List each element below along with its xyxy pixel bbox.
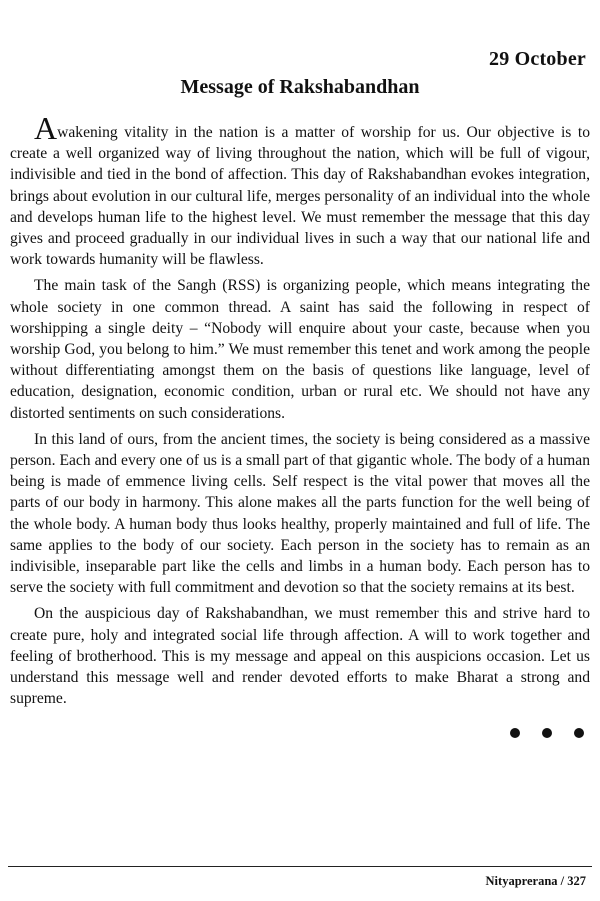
date-heading: 29 October (489, 48, 586, 70)
section-end-dots (510, 728, 584, 738)
article-body (10, 110, 590, 714)
bullet-dot-icon (574, 728, 584, 738)
footer-divider (8, 866, 592, 867)
drop-cap: A (34, 110, 58, 146)
page-title: Message of Rakshabandhan (180, 76, 420, 98)
paragraph-3: In this land of ours, from the ancient times, the society is being considered as a massive person. Each and every one of us is a small part of that gigantic whole. The body of a human being is made of emmence living cells. Self respect is the vital power that moves all the parts of our body in harmony. This alone makes all the parts function for the well being of the whole body. A human body thus looks healthy, properly maintained and full of life. The same applies to the body of our society. Each person in the society has to remain as an indivisible, inseparable part like the cells and limbs in a human body. Each person has to serve the society with full commitment and devotion so that the society remains at its best. (10, 430, 590, 597)
paragraph-2: The main task of the Sangh (RSS) is organizing people, which means integrating the whole society in one common thread. A saint has said the following in respect of worshipping a single deity – “Nobody will enquire about your caste, because when you worship God, you belong to him.” We must remember this tenet and work among the people without differentiating amongst them on the basis of questions like language, level of education, designation, economic condition, urban or rural etc. We should not have any distorted sentiments on such considerations. (10, 277, 590, 422)
page-footer: Nityaprerana / 327 (485, 874, 586, 888)
paragraph-1-text: wakening vitality in the nation is a matter of worship for us. Our objective is to create a well organized way of living throughout the nation, which will be full of vigour, indivisible and tied in the bond of affection. This day of Rakshabandhan evokes integration, brings about evolution in our cultural life, merges personality of an individual into the whole and develops human life to the highest level. We must remember the message that this day gives and proceed gradually in our individual lives in such a way that our national life and work towards humanity will be flawless. (10, 124, 590, 269)
bullet-dot-icon (542, 728, 552, 738)
bullet-dot-icon (510, 728, 520, 738)
paragraph-1 (10, 110, 590, 270)
paragraph-4: On the auspicious day of Rakshabandhan, we must remember this and strive hard to create pure, holy and integrated social life through affection. A will to work together and feeling of brotherhood. This is my message and appeal on this auspicions occasion. Let us understand this message well and render devoted efforts to make Bharat a strong and supreme. (10, 605, 590, 708)
